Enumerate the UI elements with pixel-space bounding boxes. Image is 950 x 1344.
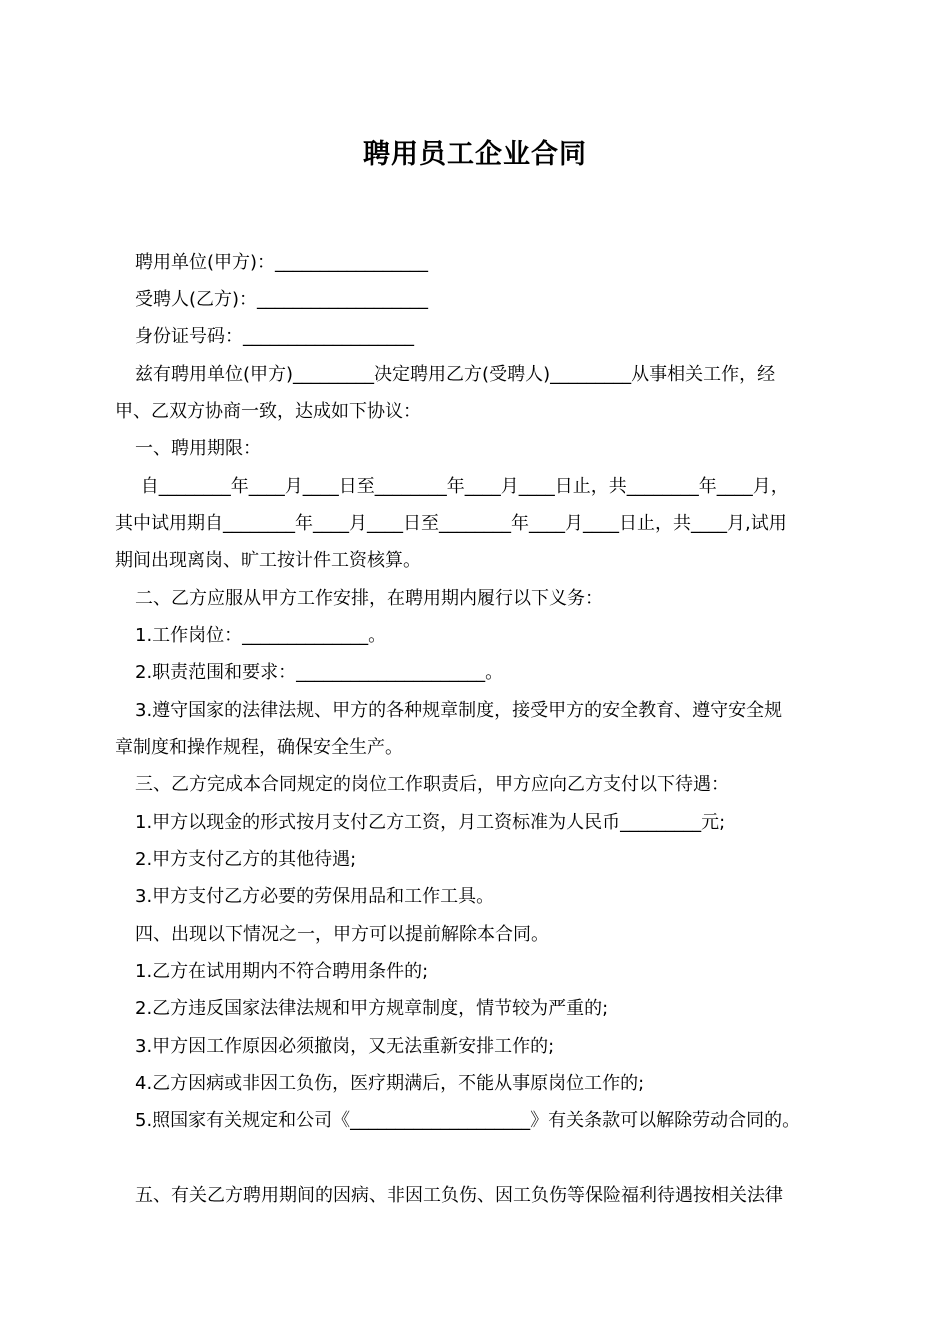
term-line-3: 期间出现离岗、旷工按计件工资核算。 [115,550,421,571]
duty-item-2: 2.职责范围和要求：_____________________。 [135,662,504,683]
duty-item-3: 3.遵守国家的法律法规、甲方的各种规章制度，接受甲方的安全教育、遵守安全规 [135,700,783,721]
section-heading-4: 四、出现以下情况之一，甲方可以提前解除本合同。 [135,924,549,945]
benefit-item-1: 1.甲方以现金的形式按月支付乙方工资，月工资标准为人民币_________元; [135,812,726,833]
termination-item-5: 5.照国家有关规定和公司《____________________》有关条款可以解除劳动合同的。 [135,1110,801,1131]
duty-item-1: 1.工作岗位：______________。 [135,625,387,646]
section-heading-5: 五、有关乙方聘用期间的因病、非因工负伤、因工负伤等保险福利待遇按相关法律 [135,1185,783,1206]
termination-item-4: 4.乙方因病或非因工负伤，医疗期满后，不能从事原岗位工作的; [135,1073,645,1094]
duty-item-3-cont: 章制度和操作规程，确保安全生产。 [115,737,403,758]
id-number-field: 身份证号码：___________________ [135,326,414,347]
document-title: 聘用员工企业合同 [363,139,587,170]
intro-line-2: 甲、乙双方协商一致，达成如下协议： [115,401,421,422]
benefit-item-2: 2.甲方支付乙方的其他待遇; [135,849,357,870]
benefit-item-3: 3.甲方支付乙方必要的劳保用品和工作工具。 [135,886,495,907]
term-line-1: 自________年____月____日至________年____月____日止，共________年____月， [135,476,789,497]
termination-item-3: 3.甲方因工作原因必须撤岗，又无法重新安排工作的; [135,1036,555,1057]
employee-field: 受聘人(乙方)：___________________ [135,289,429,310]
term-line-2: 其中试用期自________年____月____日至________年____月____日止，共____月,试用 [115,513,787,534]
section-heading-3: 三、乙方完成本合同规定的岗位工作职责后，甲方应向乙方支付以下待遇： [135,774,729,795]
intro-line-1: 兹有聘用单位(甲方)_________决定聘用乙方(受聘人)_________从事相关工作，经 [135,364,776,385]
employer-field: 聘用单位(甲方)：_________________ [135,252,429,273]
termination-item-1: 1.乙方在试用期内不符合聘用条件的; [135,961,429,982]
section-heading-2: 二、乙方应服从甲方工作安排，在聘用期内履行以下义务： [135,588,603,609]
termination-item-2: 2.乙方违反国家法律法规和甲方规章制度，情节较为严重的; [135,998,609,1019]
section-heading-1: 一、聘用期限： [135,438,261,459]
